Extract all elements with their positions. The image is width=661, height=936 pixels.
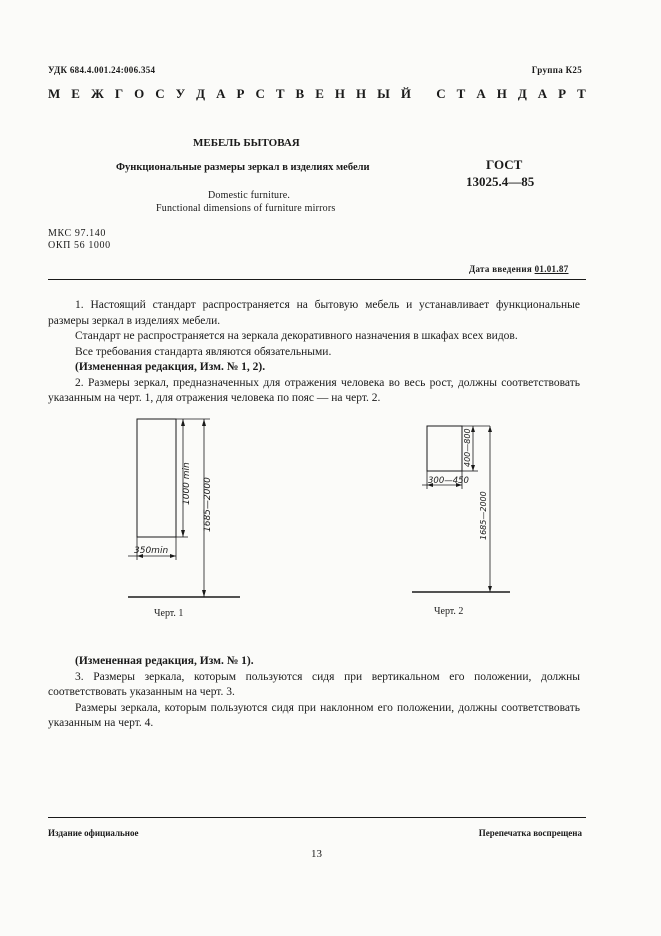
heading-letter: Р [558, 86, 567, 101]
page-number: 13 [311, 848, 322, 860]
fig1-width-label: 350min [134, 546, 169, 556]
udk-code: УДК 684.4.001.24:006.354 [48, 65, 156, 75]
intro-date-value: 01.01.87 [534, 264, 569, 274]
intro-date-label: Дата введения [469, 264, 533, 274]
figure-1-drawing [100, 410, 300, 640]
paragraph-3: Все требования стандарта являются обязательными. [75, 345, 332, 358]
paragraph-5: 3. Размеры зеркала, которым пользуются сидя при вертикальном его положении, должны соответствовать указанным на черт. 3. [48, 670, 580, 698]
english-title-line2: Functional dimensions of furniture mirrors [156, 203, 336, 214]
heading-letter: В [295, 86, 305, 101]
okp-code: ОКП 56 1000 [48, 240, 111, 251]
footer-rule [48, 817, 586, 818]
heading-letter: Ы [377, 86, 390, 101]
header-rule [48, 279, 586, 280]
full-length-mirror [137, 419, 176, 537]
heading-letter: О [134, 86, 145, 101]
gost-label: ГОСТ [486, 157, 523, 172]
paragraph-2: Стандарт не распространяется на зеркала декоративного назначения в шкафах всех видов. [75, 330, 518, 342]
amendment-note-1: (Измененная редакция, Изм. № 1, 2). [75, 361, 266, 373]
document-subtitle: Функциональные размеры зеркал в изделиях мебели [116, 162, 370, 173]
heading-letter: С [155, 86, 165, 101]
gost-number: 13025.4—85 [466, 174, 535, 189]
heading-letter: А [476, 86, 486, 101]
heading-letter: Д [196, 86, 206, 101]
paragraph-4: 2. Размеры зеркал, предназначенных для отражения человека во весь рост, должны соответствовать указанным на черт. 1, для отражения человека по пояс — на черт. 2. [48, 376, 580, 404]
intro-date [469, 264, 569, 274]
heading-letter: Т [456, 86, 466, 101]
heading-letter: Г [114, 86, 124, 101]
reprint-prohibited-note: Перепечатка воспрещена [478, 828, 582, 838]
group-code: Группа К25 [531, 65, 582, 75]
heading-letter: А [537, 86, 548, 101]
amendment-note-2: (Измененная редакция, Изм. № 1). [75, 655, 254, 667]
heading-letter: Н [355, 86, 367, 101]
figure-1-caption: Черт. 1 [154, 608, 184, 619]
heading-letter: Е [315, 86, 324, 101]
body-text-top [48, 298, 580, 407]
heading-letter: Й [400, 86, 411, 101]
half-length-mirror [427, 426, 462, 471]
heading-letter: Н [334, 86, 345, 101]
fig2-height-label: 400—800 [463, 428, 472, 467]
figure-2-caption: Черт. 2 [434, 606, 464, 617]
fig1-height-label: 1000 min [182, 462, 192, 505]
fig2-width-label: 300—450 [428, 476, 469, 486]
fig2-total-label: 1685—2000 [479, 491, 488, 540]
fig1-total-label: 1685—2000 [203, 477, 213, 532]
figure-2-drawing [400, 410, 600, 640]
official-edition-note: Издание официальное [48, 828, 139, 838]
heading-letter: Е [71, 86, 80, 101]
heading-letter: Н [496, 86, 507, 101]
heading-letter: С [436, 86, 446, 101]
heading-letter: Т [577, 86, 586, 101]
heading-letter: М [48, 86, 61, 101]
paragraph-6: Размеры зеркала, которым пользуются сидя при наклонном его положении, должны соответствовать указанным на черт. 4. [48, 701, 580, 729]
heading-letter: А [216, 86, 226, 101]
heading-letter: Ж [90, 86, 104, 101]
heading-letter: С [255, 86, 265, 101]
interstate-standard-heading [48, 86, 586, 102]
heading-letter: Р [236, 86, 245, 101]
english-title-line1: Domestic furniture. [208, 190, 291, 201]
mks-code: МКС 97.140 [48, 228, 106, 239]
document-title: МЕБЕЛЬ БЫТОВАЯ [193, 137, 300, 149]
heading-letter [422, 86, 425, 102]
heading-letter: Д [517, 86, 527, 101]
heading-letter: У [175, 86, 186, 101]
paragraph-1: 1. Настоящий стандарт распространяется на бытовую мебель и устанавливает функциональные размеры зеркал в изделиях мебели. [48, 299, 580, 327]
heading-letter: Т [275, 86, 285, 101]
body-text-bottom [48, 654, 580, 732]
